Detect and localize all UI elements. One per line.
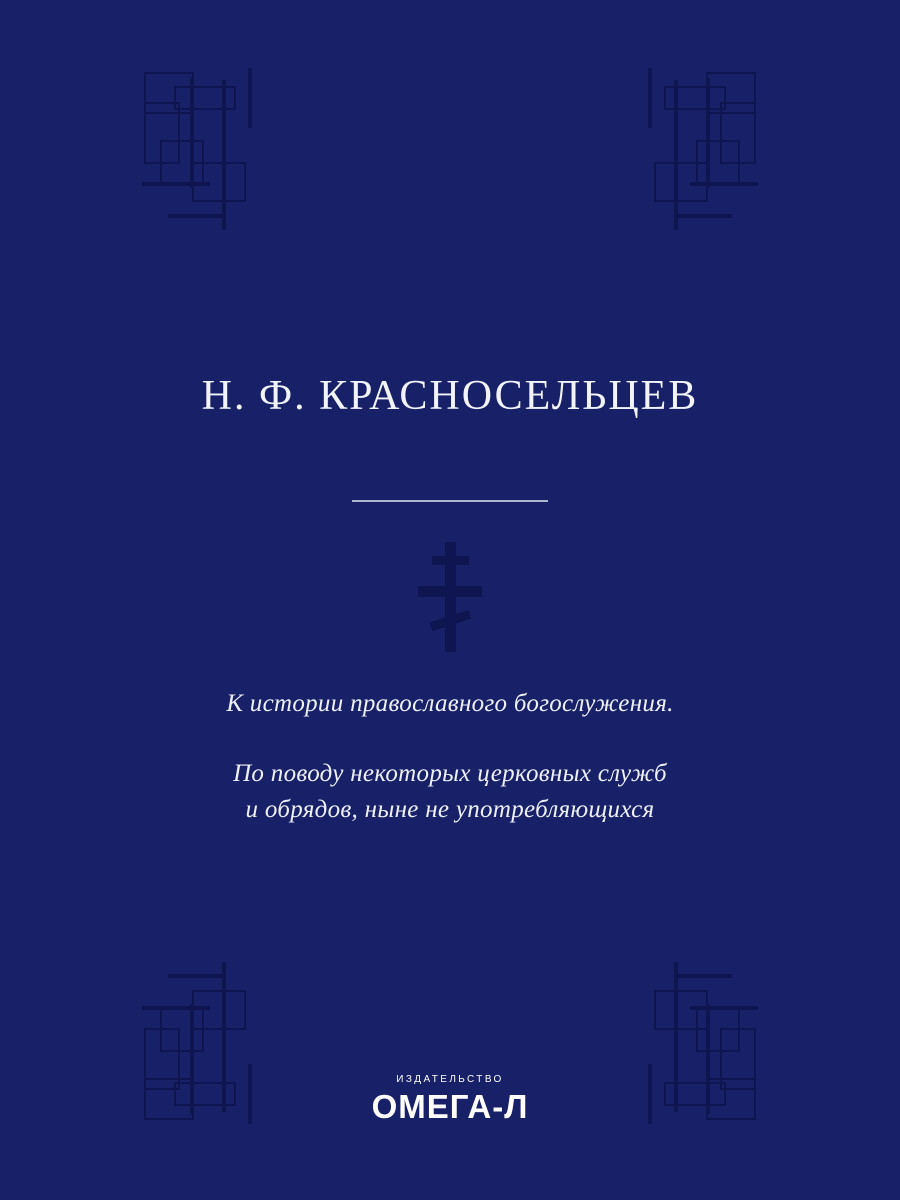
publisher-label: ИЗДАТЕЛЬСТВО xyxy=(396,1074,504,1085)
corner-ornament-top-right xyxy=(590,62,770,252)
corner-ornament-top-left xyxy=(130,62,310,252)
book-subtitle-line-2: и обрядов, ныне не употребляющихся xyxy=(245,795,655,823)
publisher-logo xyxy=(0,1074,900,1126)
divider-line xyxy=(352,500,548,502)
orthodox-cross-icon xyxy=(410,542,490,652)
book-title: К истории православного богослужения. xyxy=(226,690,674,717)
book-subtitle-line-1: По поводу некоторых церковных служб xyxy=(233,760,667,787)
publisher-name: ОМЕГА-Л xyxy=(371,1088,529,1125)
author-name: Н. Ф. КРАСНОСЕЛЬЦЕВ xyxy=(201,373,699,419)
title-block xyxy=(0,690,900,827)
